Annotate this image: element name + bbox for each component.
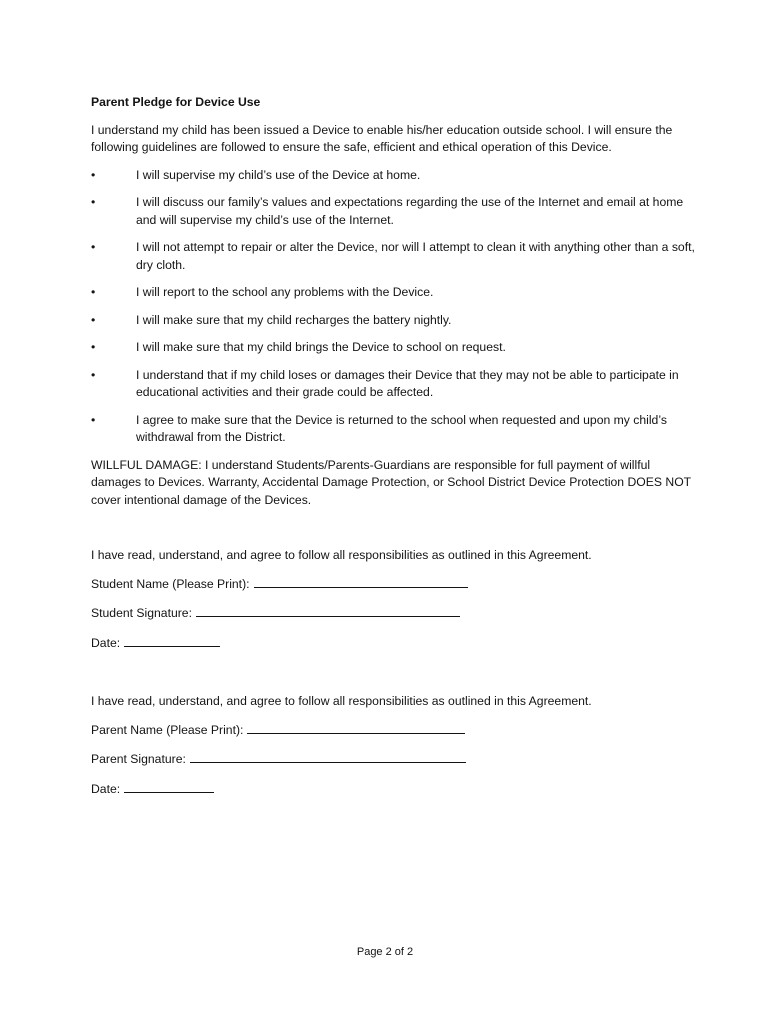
list-item (91, 239, 701, 274)
list-item-text: I understand that if my child loses or damages their Device that they may not be able to participate in educational activities and their grade could be affected. (136, 367, 679, 399)
list-item-text: I will not attempt to repair or alter the Device, nor will I attempt to clean it with anything other than a soft, dry cloth. (136, 240, 695, 272)
page-number: Page 2 of 2 (356, 946, 414, 958)
list-item (91, 339, 701, 357)
list-item-text: I will make sure that my child brings the Device to school on request. (136, 340, 506, 354)
student-signature-line[interactable] (196, 603, 460, 617)
bullet-icon: • (91, 285, 96, 299)
student-name-line[interactable] (254, 574, 468, 588)
parent-date-field[interactable] (91, 779, 701, 799)
bullet-icon: • (91, 340, 96, 354)
student-date-field[interactable] (91, 633, 701, 653)
parent-date-line[interactable] (124, 779, 214, 793)
student-date-line[interactable] (124, 633, 220, 647)
bullet-icon: • (91, 312, 96, 327)
bullet-icon: • (91, 412, 96, 427)
list-item (91, 412, 701, 447)
student-name-label: Student Name (Please Print): (91, 576, 250, 591)
bullet-icon: • (91, 167, 96, 182)
parent-signature-field[interactable] (91, 749, 701, 769)
list-item (91, 367, 701, 402)
list-item-text: I will make sure that my child recharges the battery nightly. (136, 312, 452, 327)
student-date-label: Date: (91, 635, 121, 650)
list-item (91, 167, 701, 185)
list-item (91, 312, 701, 330)
student-signature-label: Student Signature: (91, 606, 192, 620)
list-item-text: I will discuss our family’s values and expectations regarding the use of the Internet and email at home and will supervise my child’s use of the Internet. (136, 195, 684, 227)
list-item-text: I will supervise my child’s use of the Device at home. (136, 167, 421, 182)
list-item-text: I agree to make sure that the Device is returned to the school when requested and upon my child’s withdrawal from the District. (136, 412, 667, 444)
document-body (91, 94, 701, 808)
student-signature-field[interactable] (91, 603, 701, 623)
list-item-text: I will report to the school any problems with the Device. (136, 285, 434, 299)
parent-signature-label: Parent Signature: (91, 752, 186, 766)
document-title: Parent Pledge for Device Use (91, 95, 261, 109)
parent-name-field[interactable] (91, 720, 701, 740)
list-item (91, 194, 701, 229)
parent-date-label: Date: (91, 781, 121, 796)
parent-agreement-text: I have read, understand, and agree to follow all responsibilities as outlined in this Agreement. (91, 694, 592, 708)
bullet-icon: • (91, 240, 96, 254)
parent-signature-line[interactable] (190, 749, 466, 763)
bullet-icon: • (91, 195, 96, 209)
student-agreement-text: I have read, understand, and agree to follow all responsibilities as outlined in this Agreement. (91, 548, 592, 562)
list-item (91, 284, 701, 302)
guidelines-list (91, 167, 701, 447)
parent-name-line[interactable] (247, 720, 465, 734)
parent-name-label: Parent Name (Please Print): (91, 722, 244, 737)
section-spacer (91, 662, 701, 693)
bullet-icon: • (91, 367, 96, 382)
willful-damage-paragraph: WILLFUL DAMAGE: I understand Students/Parents-Guardians are responsible for full payment of willful damages to Devices. Warranty, Accidental Damage Protection, or School District Device Protection DOES NOT cover intentional damage of the Devices. (91, 457, 691, 507)
student-name-field[interactable] (91, 574, 701, 594)
intro-paragraph: I understand my child has been issued a Device to enable his/her education outside school. I will ensure the following guidelines are followed to ensure the safe, efficient and ethical operation of this Device. (91, 122, 673, 154)
